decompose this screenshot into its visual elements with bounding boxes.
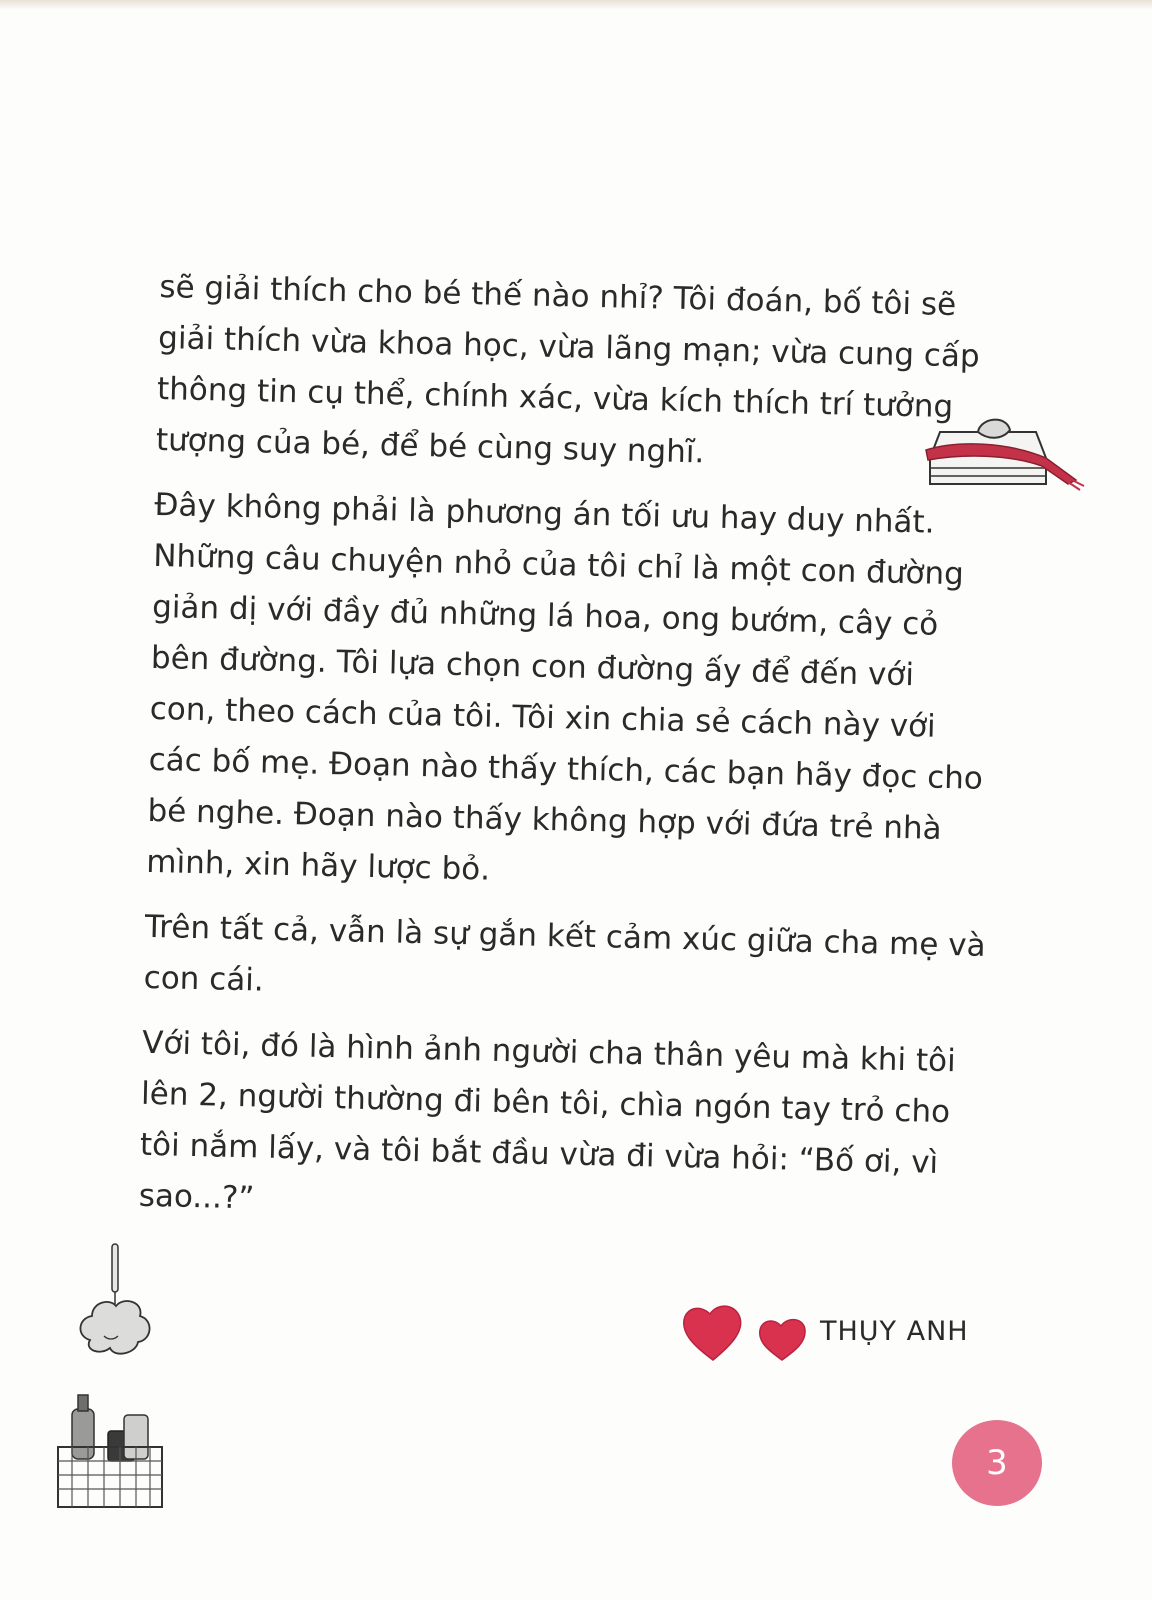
toiletry-basket-icon xyxy=(50,1385,170,1515)
paragraph-4 xyxy=(138,1018,962,1241)
author-name: THỤY ANH xyxy=(820,1316,969,1347)
paragraph-2 xyxy=(145,480,984,906)
author-signature xyxy=(690,1300,990,1370)
paragraph-3 xyxy=(143,902,986,1023)
text-line: sao...?” xyxy=(138,1177,255,1217)
paragraph-1 xyxy=(155,262,979,485)
bath-sponge-icon xyxy=(70,1240,160,1390)
body-text xyxy=(138,262,986,1254)
text-line: bé nghe. Đoạn nào thấy không hợp với đứa trẻ nhà xyxy=(147,792,943,847)
sweater-scarf-icon xyxy=(918,410,1088,500)
text-line: lên 2, người thường đi bên tôi, chìa ngón tay trỏ cho xyxy=(140,1075,951,1131)
text-line: Đây không phải là phương án tối ưu hay duy nhất. xyxy=(154,486,935,541)
text-line: thông tin cụ thể, chính xác, vừa kích thích trí tưởng xyxy=(156,370,954,426)
text-line: sẽ giải thích cho bé thế nào nhỉ? Tôi đoán, bố tôi sẽ xyxy=(159,268,957,324)
text-line: Trên tất cả, vẫn là sự gắn kết cảm xúc giữa cha mẹ và xyxy=(144,908,986,964)
text-line: mình, xin hãy lược bỏ. xyxy=(145,843,491,888)
text-line: bên đường. Tôi lựa chọn con đường ấy để đến với xyxy=(150,639,915,694)
text-line: tôi nắm lấy, và tôi bắt đầu vừa đi vừa hỏi: “Bố ơi, vì xyxy=(139,1126,939,1181)
text-line: Với tôi, đó là hình ảnh người cha thân yêu mà khi tôi xyxy=(141,1024,957,1080)
text-line: con cái. xyxy=(143,959,265,999)
text-line: các bố mẹ. Đoạn nào thấy thích, các bạn hãy đọc cho xyxy=(148,741,984,797)
text-line: giải thích vừa khoa học, vừa lãng mạn; vừa cung cấp xyxy=(157,319,981,375)
page-top-edge xyxy=(0,0,1152,10)
text-line: giản dị với đầy đủ những lá hoa, ong bướm, cây cỏ xyxy=(151,588,939,643)
text-line: tượng của bé, để bé cùng suy nghĩ. xyxy=(155,421,705,471)
text-line: Những câu chuyện nhỏ của tôi chỉ là một con đường xyxy=(152,537,965,593)
heart-icon xyxy=(756,1314,808,1362)
text-line: con, theo cách của tôi. Tôi xin chia sẻ cách này với xyxy=(149,690,937,745)
heart-icon xyxy=(680,1298,746,1364)
page-number-badge: 3 xyxy=(952,1420,1042,1506)
